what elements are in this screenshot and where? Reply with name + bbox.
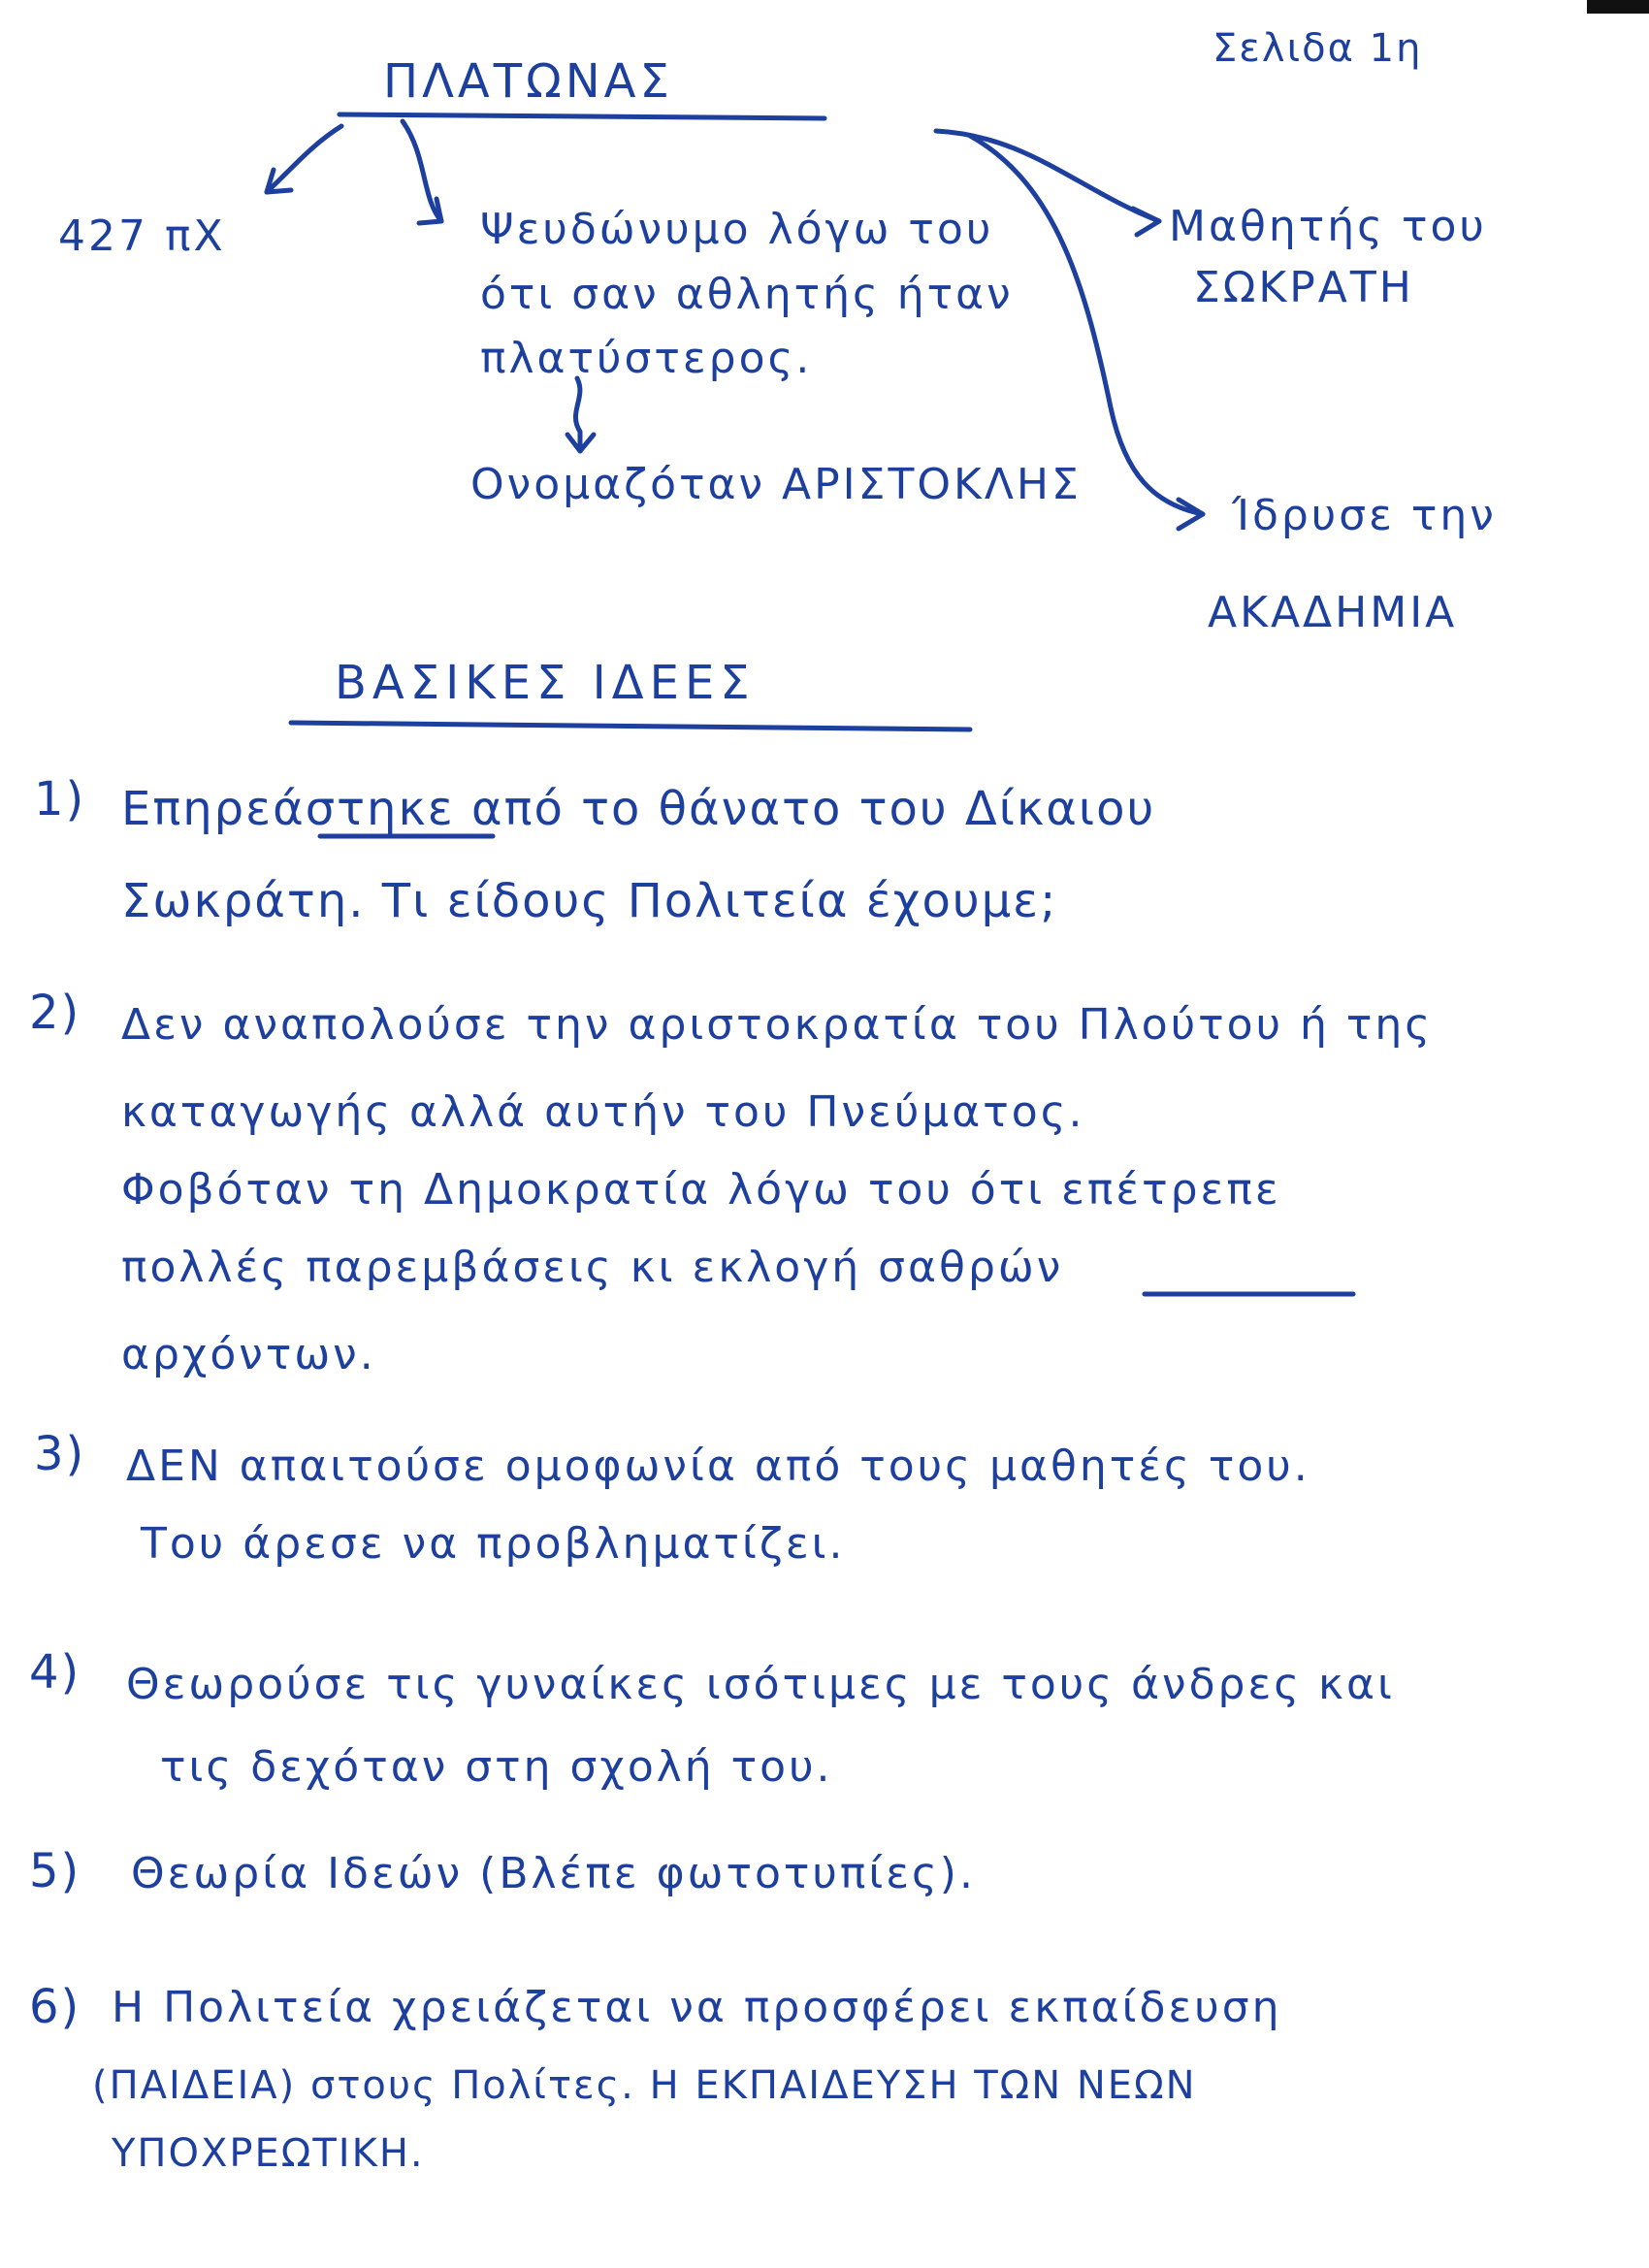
idea-number: 4) — [29, 1645, 81, 1700]
idea-number: 6) — [29, 1980, 81, 2034]
name-note-line-2: ότι σαν αθλητής ήταν — [480, 270, 1014, 319]
page-title: ΠΛΑΤΩΝΑΣ — [383, 54, 673, 109]
arrow-to-student-of — [936, 131, 1159, 221]
arrow-to-founded — [970, 136, 1203, 514]
idea-number: 2) — [29, 986, 81, 1040]
idea-5-line-1: Θεωρία Ιδεών (Βλέπε φωτοτυπίες). — [131, 1849, 976, 1898]
idea-2-line-4: πολλές παρεμβάσεις κι εκλογή σαθρών — [121, 1243, 1064, 1292]
founded-line-2: ΑΚΑΔΗΜΙΑ — [1208, 588, 1458, 637]
student-of-line-2: ΣΩΚΡΑΤΗ — [1193, 263, 1414, 312]
idea-2-line-2: καταγωγής αλλά αυτήν του Πνεύματος. — [121, 1087, 1085, 1137]
idea-6-line-1: Η Πολιτεία χρειάζεται να προσφέρει εκπαίδευση — [112, 1983, 1282, 2032]
idea-1-line-2: Σωκράτη. Τι είδους Πολιτεία έχουμε; — [121, 874, 1058, 928]
founded-line-1: Ίδρυσε την — [1232, 491, 1497, 540]
title-underline — [340, 114, 824, 118]
idea-2-line-5: αρχόντων. — [121, 1330, 376, 1379]
arrow-to-name-note — [403, 121, 441, 221]
idea-3-line-2: Του άρεσε να προβληματίζει. — [141, 1519, 846, 1569]
page-label: Σελιδα 1η — [1212, 26, 1423, 71]
idea-2-line-3: Φοβόταν τη Δημοκρατία λόγω του ότι επέτρεπε — [121, 1165, 1281, 1215]
section-heading: ΒΑΣΙΚΕΣ ΙΔΕΕΣ — [335, 656, 756, 710]
idea-6-line-3: ΥΠΟΧΡΕΩΤΙΚΗ. — [112, 2131, 425, 2176]
name-note-line-3: πλατύστερος. — [480, 334, 813, 383]
real-name: Ονομαζόταν ΑΡΙΣΤΟΚΛΗΣ — [470, 460, 1082, 509]
idea-1-line-1: Επηρεάστηκε από το θάνατο του Δίκαιου — [121, 782, 1156, 836]
arrow-to-birth — [267, 126, 341, 192]
idea-number: 1) — [34, 772, 86, 826]
idea-4-line-2: τις δεχόταν στη σχολή του. — [160, 1742, 833, 1792]
arrow-to-real-name — [575, 378, 580, 451]
name-note-line-1: Ψευδώνυμο λόγω του — [480, 205, 994, 254]
idea-4-line-1: Θεωρούσε τις γυναίκες ισότιμες με τους άνδρες και — [126, 1660, 1395, 1709]
idea-6-line-2: (ΠΑΙΔΕΙΑ) στους Πολίτες. Η ΕΚΠΑΙΔΕΥΣΗ ΤΩΝ ΝΕΩΝ — [92, 2063, 1197, 2108]
birth-date: 427 πΧ — [58, 211, 226, 261]
idea-number: 3) — [34, 1427, 86, 1481]
idea-number: 5) — [29, 1844, 81, 1898]
idea-3-line-1: ΔΕΝ απαιτούσε ομοφωνία από τους μαθητές του. — [126, 1442, 1310, 1491]
section-heading-underline — [291, 723, 970, 729]
idea-2-line-1: Δεν αναπολούσε την αριστοκρατία του Πλούτου ή της — [121, 1000, 1434, 1050]
student-of-line-1: Μαθητής του — [1169, 202, 1487, 251]
